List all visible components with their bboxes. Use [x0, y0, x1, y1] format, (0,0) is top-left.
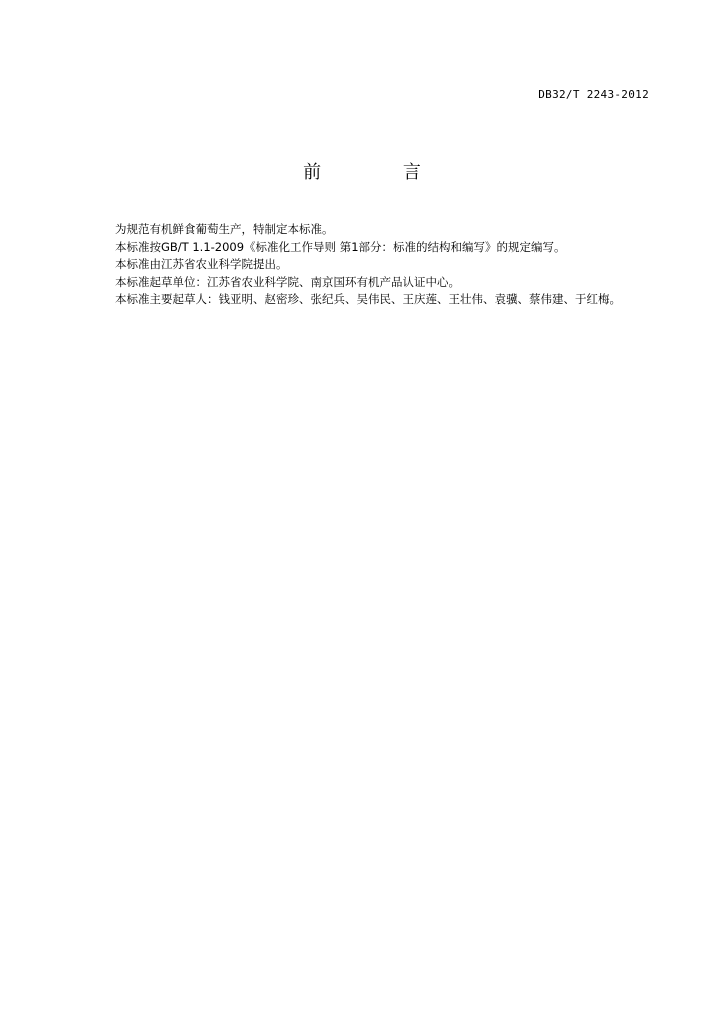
foreword-body [115, 221, 675, 309]
foreword-heading: 前 言 [303, 162, 459, 183]
paragraph-drafting-rules: 本标准按GB/T 1.1-2009《标准化工作导则 第1部分：标准的结构和编写》的规定编写。 [115, 239, 566, 254]
standard-code: DB32/T 2243-2012 [538, 88, 649, 101]
paragraph-proposer: 本标准由江苏省农业科学院提出。 [115, 257, 288, 271]
paragraph-drafting-units: 本标准起草单位：江苏省农业科学院、南京国环有机产品认证中心。 [115, 274, 460, 289]
paragraph-purpose: 为规范有机鲜食葡萄生产，特制定本标准。 [115, 222, 334, 236]
paragraph-drafters: 本标准主要起草人：钱亚明、赵密珍、张纪兵、吴伟民、王庆莲、王壮伟、袁骥、蔡伟建、于红梅。 [115, 292, 621, 306]
